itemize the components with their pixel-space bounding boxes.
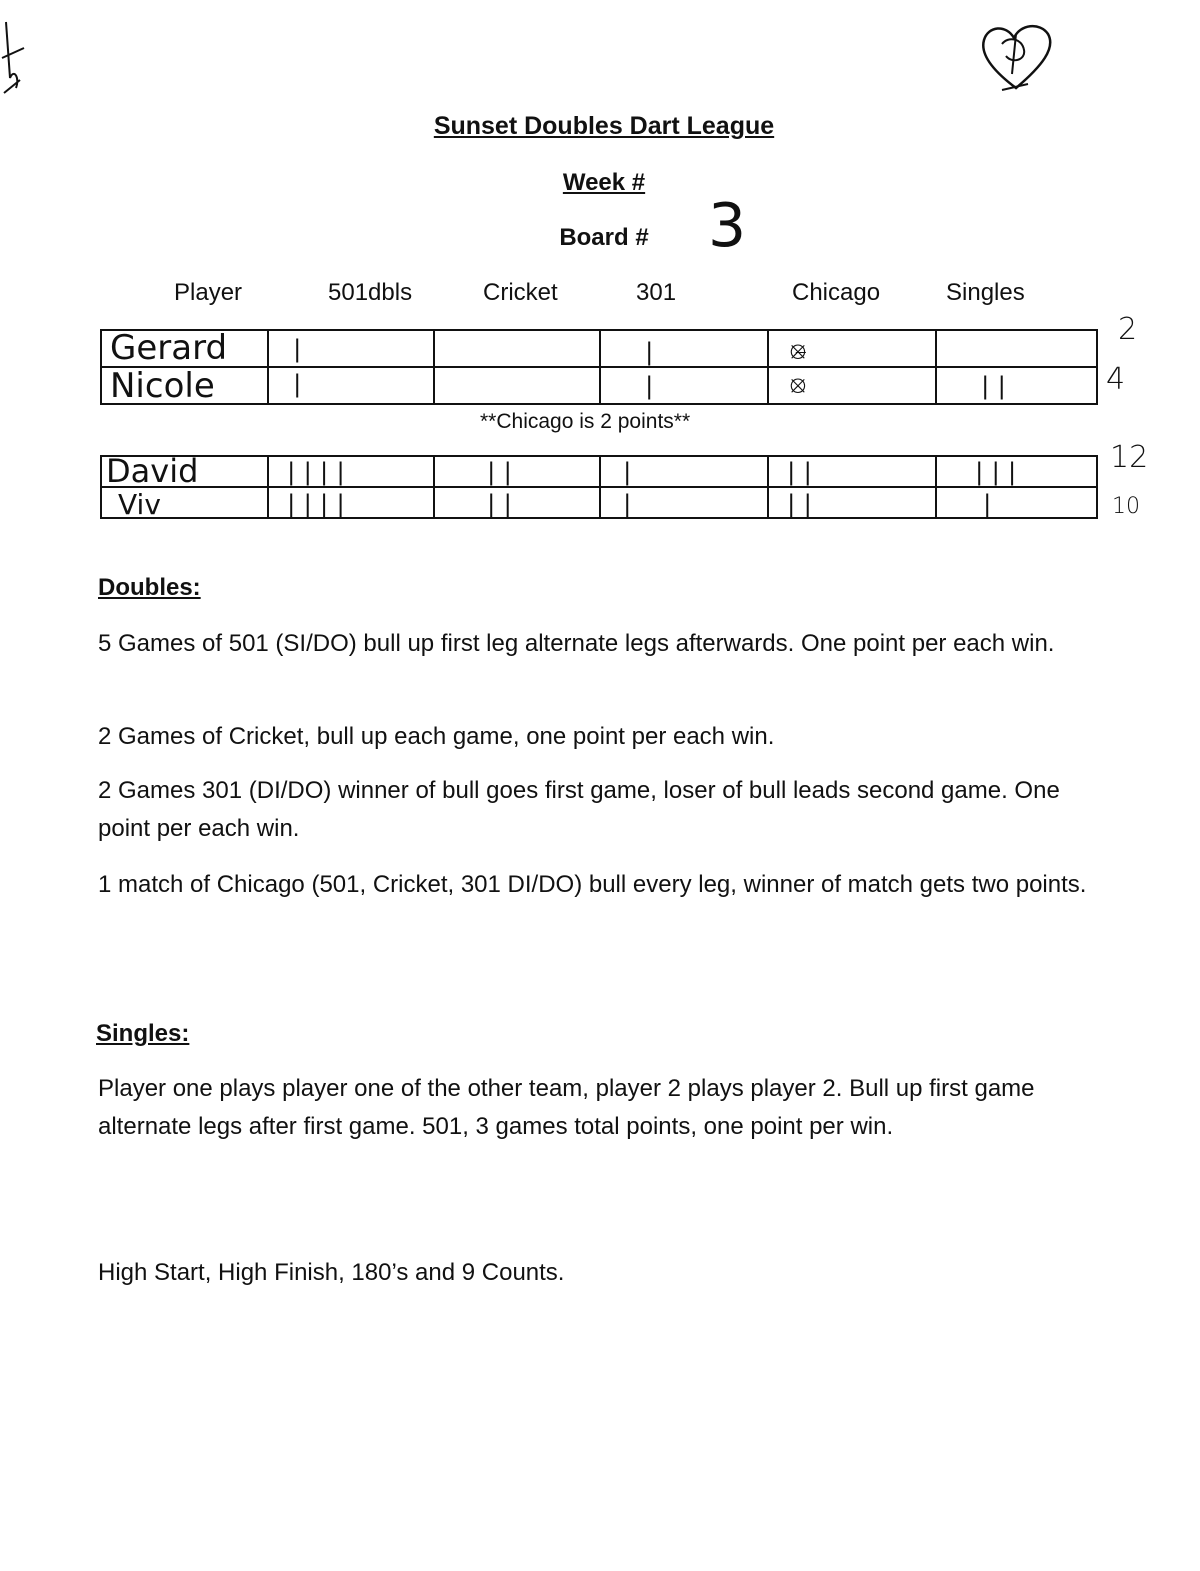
score-cricket: || (484, 490, 517, 518)
singles-rule: Player one plays player one of the other team, player 2 plays player 2. Bull up first game alternate legs after first game. 501, 3 games total points, one point per win. (98, 1075, 1035, 1140)
singles-heading: Singles: (96, 1020, 190, 1047)
player-name: David (106, 452, 199, 490)
total-score: 2 (1118, 312, 1138, 347)
footer-note: High Start, High Finish, 180’s and 9 Counts. (98, 1259, 565, 1286)
column-header-singles: Singles (946, 279, 1025, 306)
column-header-301: 301 (636, 279, 677, 306)
total-score: 4 (1106, 362, 1126, 397)
score-chicago: ⦻̶ (790, 336, 808, 364)
player-name: Nicole (110, 366, 215, 406)
score-301: | (620, 490, 637, 518)
score-501dbls: | (290, 335, 307, 363)
doubles-rule-501: 5 Games of 501 (SI/DO) bull up first leg alternate legs afterwards. One point per each win. (98, 630, 1055, 657)
score-chicago: || (784, 458, 817, 486)
score-singles: || (978, 372, 1011, 400)
board-number: 3 (708, 191, 747, 261)
doubles-rule-chicago: 1 match of Chicago (501, Cricket, 301 DI/DO) bull every leg, winner of match gets two points. (98, 871, 1087, 898)
score-301: | (642, 338, 659, 366)
column-header-cricket: Cricket (483, 279, 558, 306)
doubles-rule-cricket: 2 Games of Cricket, bull up each game, one point per each win. (98, 723, 775, 750)
score-singles: | (980, 490, 997, 518)
player-name: Gerard (110, 328, 228, 368)
score-singles: ||| (972, 458, 1022, 486)
column-header-player: Player (174, 279, 243, 306)
doubles-heading: Doubles: (98, 574, 201, 601)
page-title: Sunset Doubles Dart League (433, 112, 775, 140)
score-501dbls: |||| (284, 490, 350, 518)
score-301: | (642, 372, 659, 400)
week-label: Week # (562, 169, 646, 196)
score-501dbls: |||| (284, 458, 350, 486)
score-501dbls: | (290, 370, 307, 398)
total-score: 10 (1112, 494, 1140, 519)
board-label: Board # (559, 224, 649, 251)
player-name: Viv (118, 488, 161, 521)
column-header-chicago: Chicago (792, 279, 881, 306)
score-cricket: || (484, 458, 517, 486)
score-301: | (620, 458, 637, 486)
column-header-501dbls: 501dbls (328, 279, 413, 306)
doubles-rule-301: 2 Games 301 (DI/DO) winner of bull goes first game, loser of bull leads second game. One point per each win. (98, 777, 1060, 842)
chicago-points-note: **Chicago is 2 points** (480, 410, 691, 433)
score-chicago: ⦻ (790, 370, 808, 398)
score-chicago: || (784, 490, 817, 518)
total-score: 12 (1110, 440, 1149, 475)
